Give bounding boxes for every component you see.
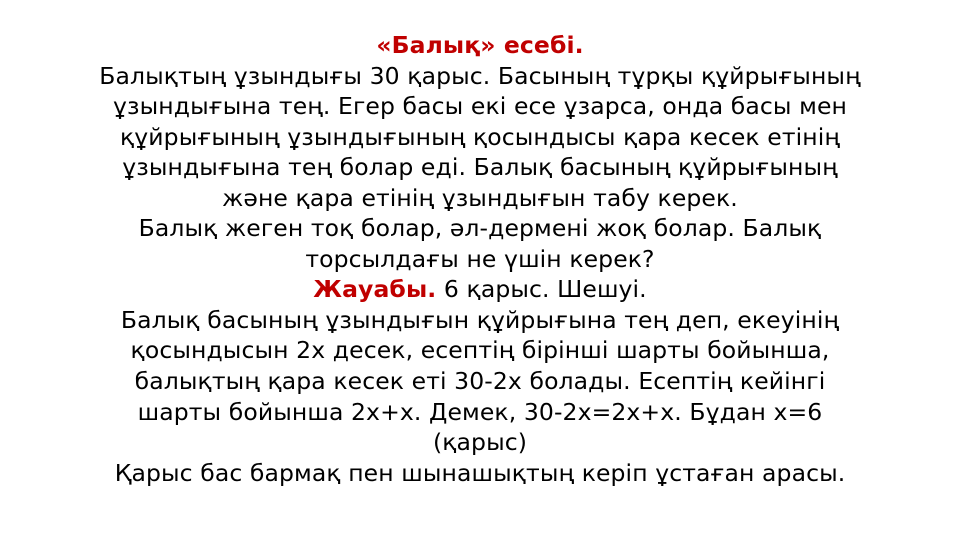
solution-line-3: балықтың қара кесек еті 30-2x болады. Есептің кейінгі xyxy=(134,367,826,396)
problem-line-4: ұзындығына тең болар еді. Балық басының құйрығының xyxy=(122,153,838,182)
slide-text-body xyxy=(18,30,942,488)
problem-line-6: Балық жеген тоқ болар, әл-дермені жоқ болар. Балық xyxy=(138,214,822,243)
problem-line-5: және қара етінің ұзындығын табу керек. xyxy=(222,183,738,212)
footer-line: Қарыс бас бармақ пен шынашықтың керіп ұстаған арасы. xyxy=(114,458,846,487)
solution-line-1: Балық басының ұзындығын құйрығына тең деп, екеуінің xyxy=(120,305,840,334)
answer-text: 6 қарыс. Шешуі. xyxy=(443,275,647,304)
problem-line-3: құйрығының ұзындығының қосындысы қара кесек етінің xyxy=(120,122,840,151)
answer-row xyxy=(18,274,942,305)
solution-line-2: қосындысын 2x десек, есептің бірінші шарты бойынша, xyxy=(130,336,830,365)
problem-line-1: Балықтың ұзындығы 30 қарыс. Басының тұрқы құйрығының xyxy=(99,61,861,90)
solution-line-5: (қарыс) xyxy=(432,428,528,457)
answer-label: Жауабы. xyxy=(313,275,437,304)
solution-line-4: шарты бойынша 2x+x. Демек, 30-2x=2x+x. Бұдан x=6 xyxy=(137,397,823,426)
problem-line-7: торсылдағы не үшін керек? xyxy=(305,244,655,273)
problem-line-2: ұзындығына тең. Егер басы екі есе ұзарса, онда басы мен xyxy=(113,92,847,121)
slide-title: «Балық» есебі. xyxy=(376,31,584,59)
